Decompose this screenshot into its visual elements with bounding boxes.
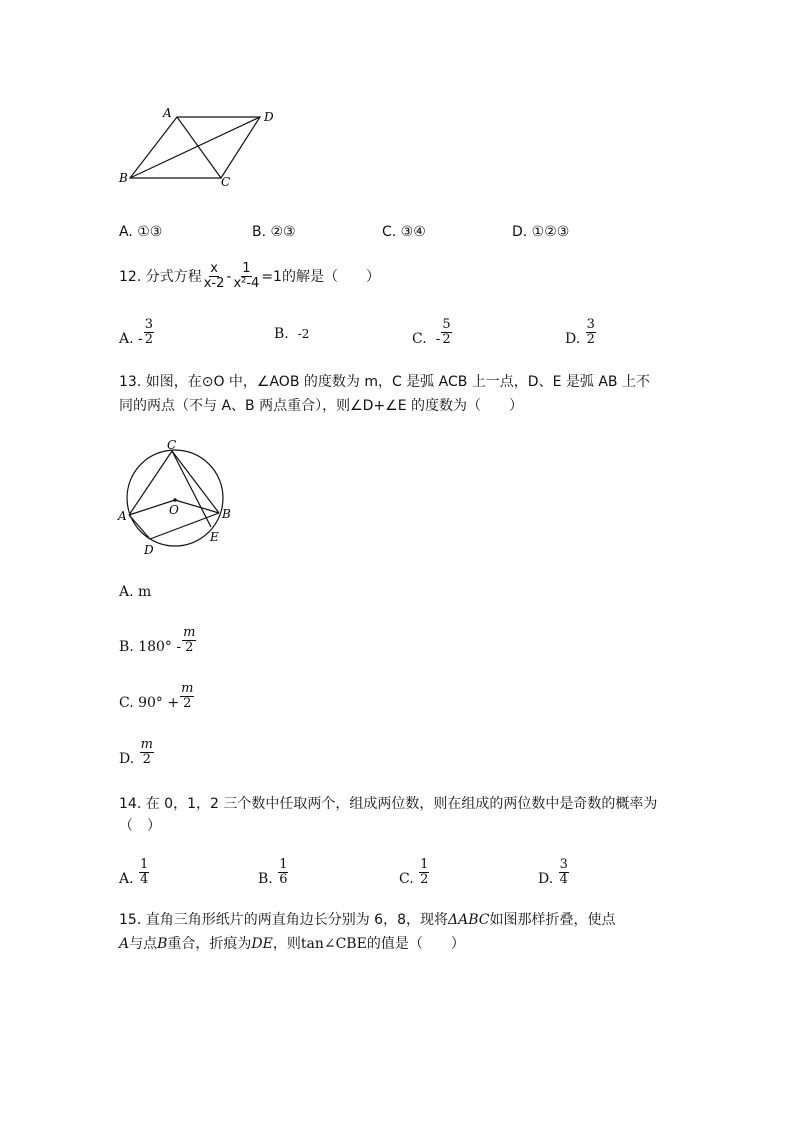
q13-stem-line-2: 同的两点（不与 A、B 两点重合），则∠D+∠E 的度数为（ ） (119, 398, 523, 414)
circle-label-o: O (169, 503, 179, 517)
q12-suffix: 的解是（ ） (281, 268, 380, 285)
q12-stem (119, 262, 380, 291)
q11-option-d: D. ①②③ (512, 224, 570, 240)
vertex-label-a: A (163, 106, 172, 120)
q15-stem-line-2: A与点B重合，折痕为DE，则tan∠CBE的值是（ ） (119, 936, 465, 952)
circle-label-e: E (210, 530, 219, 544)
q12-option-a: A. - $\frac{3}{2}$ (119, 317, 154, 347)
q14-option-a: A. $\frac{1}{4}$ (119, 857, 149, 887)
circle-label-a: A (118, 509, 127, 523)
q12-option-d: D. $\frac{3}{2}$ (565, 317, 595, 347)
circle-label-c: C (167, 438, 177, 452)
q13-option-b: B. 180° - $\frac{m}{2}$ (119, 625, 196, 655)
q12-fraction-2: $\frac{1}{\text{x²-4}}$ (233, 261, 260, 291)
q13-option-c: C. 90° + $\frac{m}{2}$ (119, 681, 194, 711)
q12-prefix: 12. 分式方程 (119, 268, 202, 285)
q14-option-c: C. $\frac{1}{2}$ (399, 857, 429, 887)
q14-option-d: D. $\frac{3}{4}$ (538, 857, 568, 887)
circle-label-b: B (222, 507, 231, 521)
q12-minus: - (226, 268, 232, 285)
q12-option-b: B. -2 (274, 326, 310, 342)
vertex-label-d: D (264, 110, 274, 124)
q15-stem-line-1: 15. 直角三角形纸片的两直角边长分别为 6，8，现将ΔABC如图那样折叠，使点 (119, 912, 616, 928)
q13-stem-line-1: 13. 如图，在⊙O 中，∠AOB 的度数为 m，C 是弧 ACB 上一点，D、E 是弧 AB 上不 (119, 374, 650, 390)
q13-option-a: A. m (119, 584, 152, 600)
q12-fraction-1: $\frac{x}{x-2}$ (203, 261, 225, 291)
q14-option-b: B. $\frac{1}{6}$ (258, 857, 288, 887)
circle-figure (115, 435, 245, 560)
vertex-label-b: B (119, 171, 128, 185)
q14-stem-line-2: （ ） (119, 818, 161, 834)
q12-rhs: =1 (261, 268, 282, 285)
circle-label-d: D (144, 543, 154, 557)
q14-stem-line-1: 14. 在 0，1，2 三个数中任取两个，组成两位数，则在组成的两位数中是奇数的概率为 (119, 796, 658, 812)
q11-option-b: B. ②③ (252, 224, 296, 240)
q11-option-c: C. ③④ (382, 224, 426, 240)
q11-option-a: A. ①③ (119, 224, 163, 240)
q12-option-c: C. - $\frac{5}{2}$ (412, 317, 451, 347)
q13-option-d: D. $\frac{m}{2}$ (119, 737, 153, 767)
parallelogram-figure (110, 100, 290, 195)
vertex-label-c: C (221, 175, 231, 189)
